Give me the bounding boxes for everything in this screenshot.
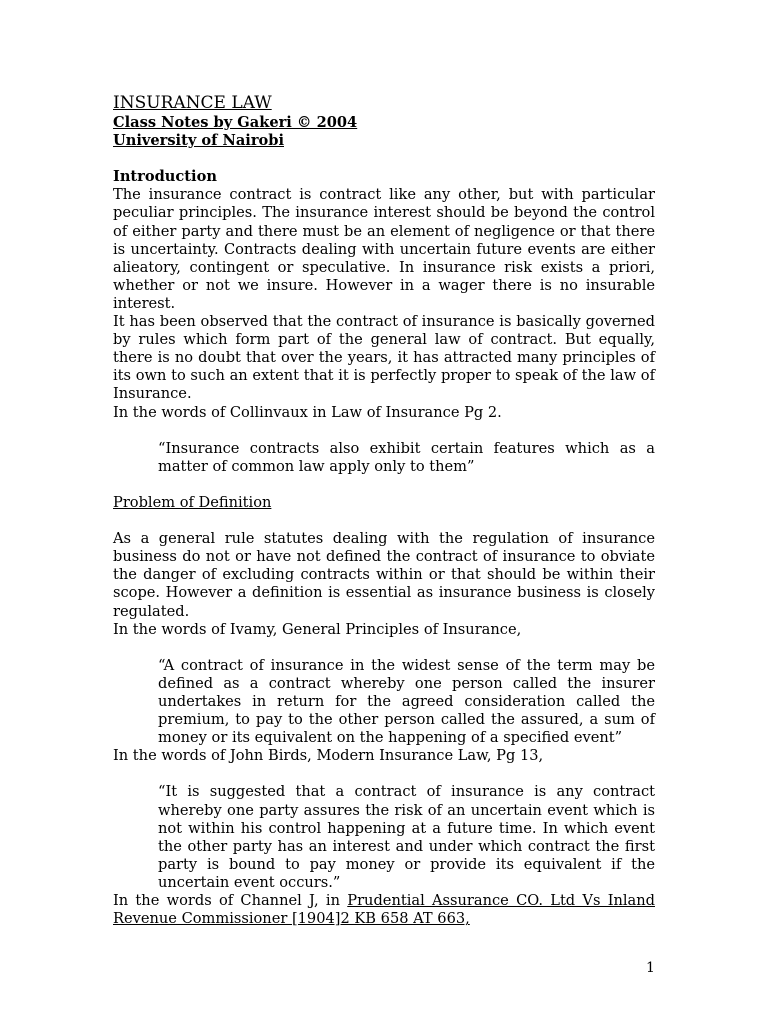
document-title: INSURANCE LAW: [113, 93, 272, 113]
intro-paragraph-3: In the words of Collinvaux in Law of Insurance Pg 2.: [113, 403, 502, 421]
definition-paragraph-1: As a general rule statutes dealing with the regulation of insurance business do not or have not defined the contract of insurance to obviate the danger of excluding contracts within or that should be within their scope. However a definition is essential as insurance business is closely regulated.: [113, 530, 655, 620]
definition-paragraph-4: [113, 892, 655, 928]
quote-birds: “It is suggested that a contract of insurance is any contract whereby one party assures the risk of an uncertain event which is not within his control happening at a future time. In which event the other party has an interest and under which contract the first party is bound to pay money or provide its equivalent if the uncertain event occurs.”: [158, 783, 655, 891]
document-page: [113, 92, 655, 928]
definition-paragraph-3: In the words of John Birds, Modern Insurance Law, Pg 13,: [113, 747, 544, 765]
quote-ivamy: “A contract of insurance in the widest sense of the term may be defined as a contract whereby one person called the insurer undertakes in return for the agreed consideration called the premium, to pay to the other person called the assured, a sum of money or its equivalent on the happening of a specified event”: [158, 656, 655, 747]
introduction-heading: Introduction: [113, 168, 217, 186]
intro-paragraph-2: It has been observed that the contract of insurance is basically governed by rules which form part of the general law of contract. But equally, there is no doubt that over the years, it has attracted many principles of its own to such an extent that it is perfectly proper to speak of the law of Insurance.: [113, 313, 655, 403]
channel-prefix: In the words of Channel J, in: [113, 892, 348, 910]
author-line: Class Notes by Gakeri © 2004: [113, 114, 358, 131]
intro-paragraph-1: The insurance contract is contract like any other, but with particular peculiar principles. The insurance interest should be beyond the control of either party and there must be an element of negligence or that there is uncertainty. Contracts dealing with uncertain future events are either alieatory, contingent or speculative. In insurance risk exists a priori, whether or not we insure. However in a wager there is no insurable interest.: [113, 186, 655, 312]
case-citation: Prudential Assurance CO. Ltd Vs Inland Revenue Commissioner [1904]2 KB 658 AT 663,: [113, 892, 655, 928]
quote-collinvaux: “Insurance contracts also exhibit certain features which as a matter of common law apply only to them”: [158, 439, 655, 475]
page-number: 1: [646, 960, 655, 976]
institution-line: University of Nairobi: [113, 132, 284, 150]
definition-paragraph-2: In the words of Ivamy, General Principles of Insurance,: [113, 620, 522, 638]
definition-heading: Problem of Definition: [113, 493, 272, 511]
